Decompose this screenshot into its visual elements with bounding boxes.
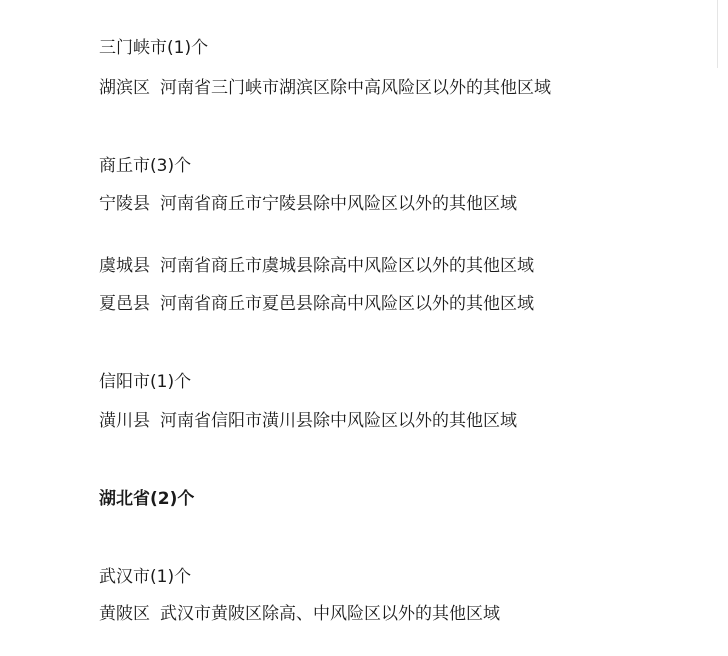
list-item	[99, 602, 500, 626]
list-item	[99, 76, 551, 100]
list-item	[99, 292, 534, 316]
city-header-sanmenxia: 三门峡市(1)个	[99, 38, 209, 58]
district-name: 潢川县	[99, 411, 150, 431]
province-header-hubei: 湖北省(2)个	[99, 489, 195, 509]
list-item	[99, 192, 517, 216]
district-description: 河南省三门峡市湖滨区除中高风险区以外的其他区域	[160, 78, 551, 98]
district-description: 河南省商丘市夏邑县除高中风险区以外的其他区域	[160, 294, 534, 314]
list-item	[99, 409, 517, 433]
district-name: 虞城县	[99, 256, 150, 276]
city-header-wuhan: 武汉市(1)个	[99, 567, 192, 587]
district-description: 河南省信阳市潢川县除中风险区以外的其他区域	[160, 411, 517, 431]
list-item	[99, 254, 534, 278]
district-name: 宁陵县	[99, 194, 150, 214]
district-description: 武汉市黄陂区除高、中风险区以外的其他区域	[160, 604, 500, 624]
district-name: 湖滨区	[99, 78, 150, 98]
scrollbar[interactable]	[717, 0, 728, 68]
district-description: 河南省商丘市宁陵县除中风险区以外的其他区域	[160, 194, 517, 214]
city-header-xinyang: 信阳市(1)个	[99, 372, 192, 392]
district-description: 河南省商丘市虞城县除高中风险区以外的其他区域	[160, 256, 534, 276]
district-name: 黄陂区	[99, 604, 150, 624]
district-name: 夏邑县	[99, 294, 150, 314]
city-header-shangqiu: 商丘市(3)个	[99, 156, 192, 176]
